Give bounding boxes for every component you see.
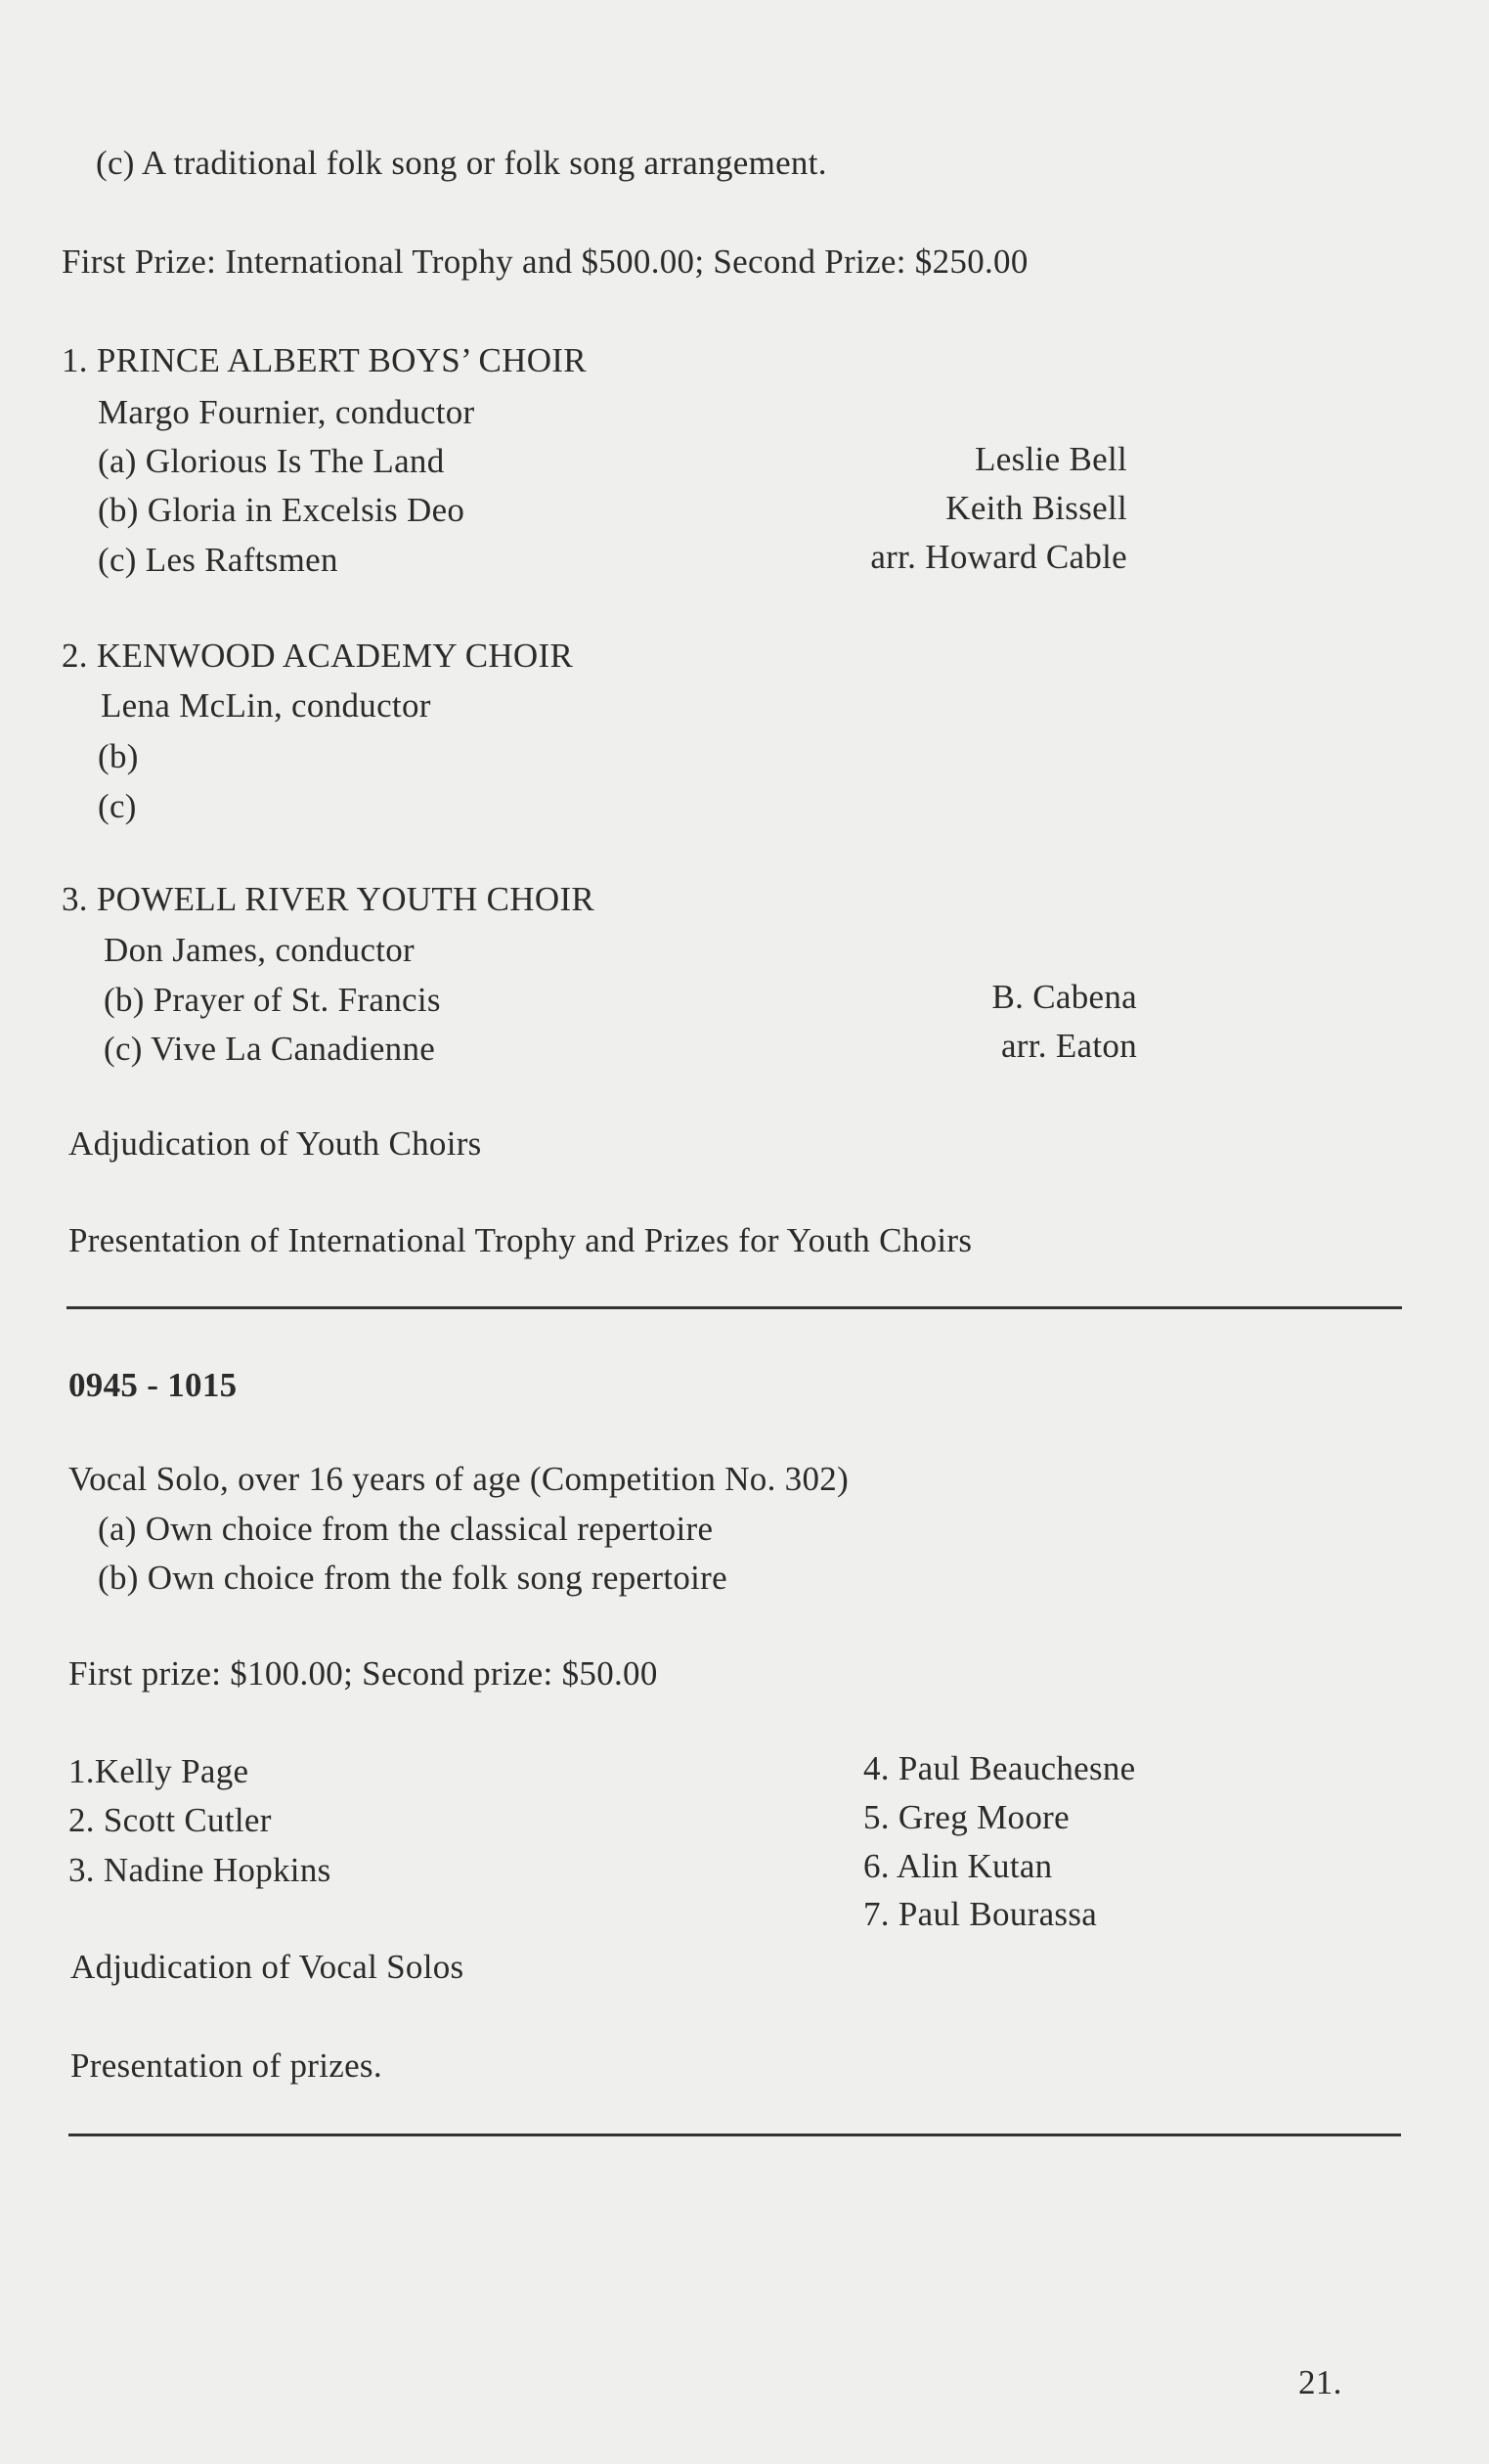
piece-composer: arr. Howard Cable [870,538,1127,576]
page-number: 21. [1298,2363,1342,2401]
choir-conductor: Don James, conductor [104,931,416,969]
piece-title: (b) [98,737,139,775]
competitor: 3. Nadine Hopkins [68,1851,331,1889]
piece-title: (c) [98,787,137,825]
youth-prizes: First Prize: International Trophy and $500.00; Second Prize: $250.00 [62,242,1029,281]
vocal-prizes: First prize: $100.00; Second prize: $50.00 [68,1654,658,1693]
piece-title: (b) Gloria in Excelsis Deo [98,491,465,529]
piece-composer: Keith Bissell [945,489,1127,527]
time-slot: 0945 - 1015 [68,1366,238,1404]
piece-title: (a) Glorious Is The Land [98,442,445,480]
choir-heading: 1. PRINCE ALBERT BOYS’ CHOIR [62,341,587,379]
youth-adjudication: Adjudication of Youth Choirs [68,1124,482,1163]
piece-title: (c) Les Raftsmen [98,541,338,579]
piece-composer: B. Cabena [991,978,1137,1016]
piece-title: (c) Vive La Canadienne [104,1030,436,1068]
choir-conductor: Margo Fournier, conductor [98,393,475,431]
intro-line: (c) A traditional folk song or folk song arrangement. [96,144,827,182]
choir-conductor: Lena McLin, conductor [101,686,431,725]
choir-heading: 2. KENWOOD ACADEMY CHOIR [62,637,574,675]
section-divider [66,1306,1402,1309]
vocal-presentation: Presentation of prizes. [70,2046,382,2085]
section-divider [68,2134,1401,2136]
vocal-title: Vocal Solo, over 16 years of age (Competition No. 302) [68,1460,850,1498]
vocal-requirement-b: (b) Own choice from the folk song repertoire [98,1559,727,1597]
competitor: 5. Greg Moore [863,1798,1070,1836]
choir-heading: 3. POWELL RIVER YOUTH CHOIR [62,880,595,918]
competitor: 7. Paul Bourassa [863,1895,1098,1933]
piece-composer: Leslie Bell [975,440,1127,478]
competitor: 1.Kelly Page [68,1752,249,1790]
youth-presentation: Presentation of International Trophy and Prizes for Youth Choirs [68,1221,973,1259]
competitor: 4. Paul Beauchesne [863,1749,1136,1787]
competitor: 6. Alin Kutan [863,1847,1053,1885]
piece-title: (b) Prayer of St. Francis [104,981,441,1019]
piece-composer: arr. Eaton [1000,1027,1137,1065]
vocal-requirement-a: (a) Own choice from the classical repertoire [98,1510,714,1548]
competitor: 2. Scott Cutler [68,1801,272,1839]
vocal-adjudication: Adjudication of Vocal Solos [70,1948,464,1986]
